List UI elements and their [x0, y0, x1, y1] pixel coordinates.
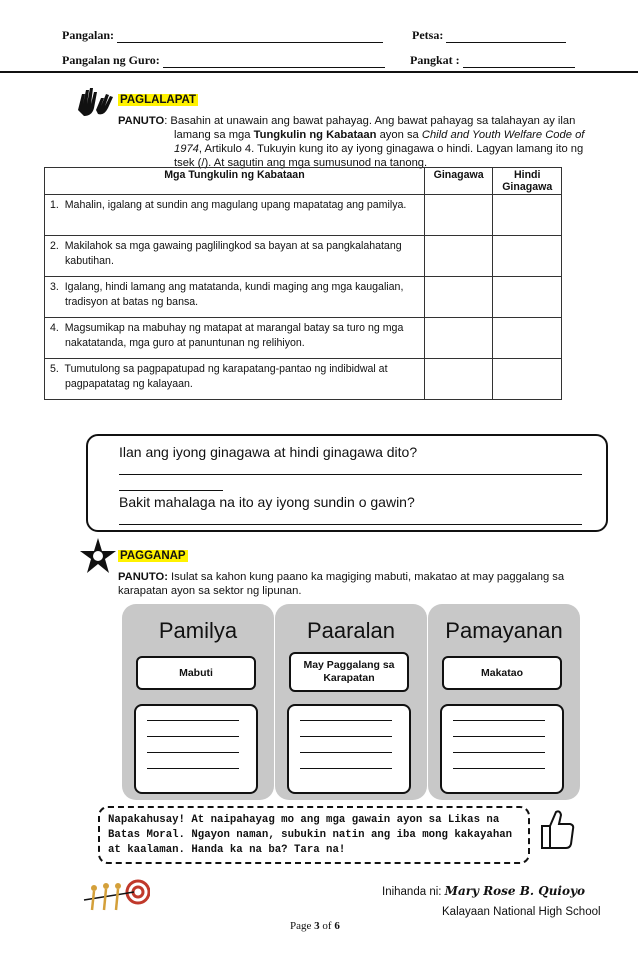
done-checkbox-cell[interactable] — [424, 277, 493, 318]
section-label: Pangkat : — [410, 53, 460, 67]
card-label: Makatao — [442, 656, 562, 690]
duty-cell: 4. Magsumikap na mabuhay ng matapat at marangal batay sa turo ng mga nakatatanda, mga guro at panuntunan ng relihiyon. — [45, 318, 425, 359]
school-name: Kalayaan National High School — [442, 906, 601, 918]
name-field[interactable] — [62, 28, 383, 43]
write-box[interactable] — [287, 704, 411, 794]
pagganap-instr-label: PANUTO: — [118, 571, 168, 583]
pagganap-heading: PAGGANAP — [120, 550, 186, 562]
col-duties: Mga Tungkulin ng Kabataan — [45, 168, 425, 195]
question-2: Bakit mahalaga na ito ay iyong sundin o gawin? — [119, 494, 415, 510]
not-done-checkbox-cell[interactable] — [493, 318, 562, 359]
hands-icon — [74, 80, 116, 118]
instr-label: PANUTO — [118, 115, 165, 127]
table-row — [45, 277, 562, 318]
done-checkbox-cell[interactable] — [424, 359, 493, 400]
thumbs-up-icon — [534, 806, 576, 852]
duty-cell: 1. Mahalin, igalang at sundin ang magulang upang mapatatag ang pamilya. — [45, 195, 425, 236]
name-label: Pangalan: — [62, 28, 115, 42]
star-people-icon — [78, 536, 118, 576]
teacher-label: Pangalan ng Guro: — [62, 53, 160, 67]
card-title: Pamilya — [158, 618, 238, 643]
instr-italic: Child and Youth Welfare Code of 1974 — [174, 129, 585, 155]
card-pamayanan — [428, 604, 580, 800]
card-title: Pamayanan — [445, 618, 563, 643]
duty-cell: 3. Igalang, hindi lamang ang matatanda, kundi maging ang mga kaugalian, tradisyon at batas ng bansa. — [45, 277, 425, 318]
instr-part2: lamang sa mga — [174, 129, 254, 141]
table-row — [45, 195, 562, 236]
prepared-by — [382, 884, 585, 898]
card-label: May Paggalang sa Karapatan — [289, 652, 409, 692]
paglalapat-heading: PAGLALAPAT — [120, 94, 197, 106]
page-number: Page 3 of 6 — [290, 920, 340, 932]
date-label: Petsa: — [412, 28, 444, 42]
answer-line-1[interactable] — [119, 474, 582, 475]
answer-line-3[interactable] — [119, 524, 582, 525]
teacher-line — [163, 55, 385, 68]
question-1: Ilan ang iyong ginagawa at hindi ginagawa dito? — [119, 444, 418, 460]
instr-bold: Tungkulin ng Kabataan — [253, 129, 377, 141]
duties-table — [44, 167, 562, 400]
not-done-checkbox-cell[interactable] — [493, 359, 562, 400]
paglalapat-instructions — [118, 114, 596, 170]
date-line — [446, 30, 566, 43]
instr-part3: ayon sa — [376, 129, 422, 141]
duty-cell: 2. Makilahok sa mga gawaing paglilingkod sa bayan at sa pangkalahatang kabutihan. — [45, 236, 425, 277]
card-pamilya — [122, 604, 274, 800]
header-divider — [0, 71, 638, 73]
col-done: Ginagawa — [424, 168, 493, 195]
archery-logo-icon — [82, 874, 150, 918]
pagganap-instructions — [118, 570, 588, 598]
prepared-by-label: Inihanda ni: — [382, 886, 445, 898]
not-done-checkbox-cell[interactable] — [493, 195, 562, 236]
answer-line-2[interactable] — [119, 490, 223, 491]
pagganap-instr-text: Isulat sa kahon kung paano ka magiging mabuti, makatao at may paggalang sa karapatan ayon sa sektor ng lipunan. — [118, 571, 565, 597]
name-line — [117, 30, 383, 43]
card-label: Mabuti — [136, 656, 256, 690]
section-field[interactable] — [410, 53, 575, 68]
table-row — [45, 236, 562, 277]
done-checkbox-cell[interactable] — [424, 318, 493, 359]
instr-part4: , Artikulo 4. Tukuyin kung ito ay iyong ginagawa o hindi. Lagyan lamang ito ng tsek (/). At sagutin ang mga sumusunod na tanong. — [174, 143, 584, 169]
not-done-checkbox-cell[interactable] — [493, 236, 562, 277]
instr-part1: : Basahin at unawain ang bawat pahayag. Ang bawat pahayag sa talahayan ay ilan — [164, 115, 576, 127]
teacher-field[interactable] — [62, 53, 385, 68]
done-checkbox-cell[interactable] — [424, 195, 493, 236]
duty-cell: 5. Tumutulong sa pagpapatupad ng karapatang-pantao ng indibidwal at pagpapatatag ng kalayaan. — [45, 359, 425, 400]
encouragement-text: Napakahusay! At naipahayag mo ang mga gawain ayon sa Likas na Batas Moral. Ngayon naman, subukin natin ang iba mong kakayahan at kaalaman. Handa ka na ba? Tara na! — [108, 814, 513, 856]
date-field[interactable] — [412, 28, 566, 43]
table-row — [45, 359, 562, 400]
write-box[interactable] — [440, 704, 564, 794]
card-title: Paaralan — [306, 618, 396, 643]
not-done-checkbox-cell[interactable] — [493, 277, 562, 318]
author-name: Mary Rose B. Quioyo — [444, 884, 585, 898]
done-checkbox-cell[interactable] — [424, 236, 493, 277]
section-line — [463, 55, 575, 68]
col-not-done: Hindi Ginagawa — [493, 168, 562, 195]
table-row — [45, 318, 562, 359]
write-box[interactable] — [134, 704, 258, 794]
card-paaralan — [275, 604, 427, 800]
